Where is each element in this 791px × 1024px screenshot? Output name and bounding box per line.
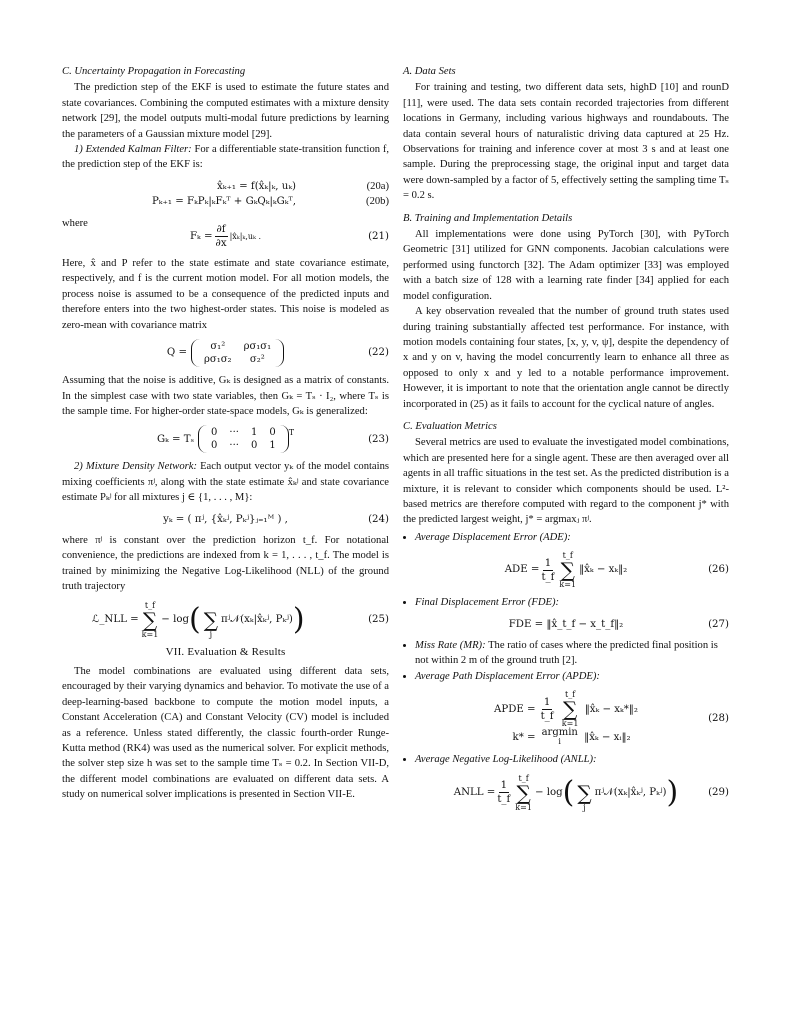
matrix-cell: 0	[211, 427, 218, 439]
eq-body: FDE = ‖x̂_t_f − x_t_f‖₂	[508, 618, 624, 630]
equation-20a: x̂ₖ₊₁ = f(x̂ₖ|ₖ, uₖ)	[217, 180, 297, 192]
equation-number: (23)	[368, 433, 389, 445]
argmin-operator	[542, 728, 578, 746]
equation-28	[403, 690, 729, 746]
paragraph: For training and testing, two different data sets, highD [10] and rounD [11], were used. The data sets contain recorded trajectories from different locations in Germany, including various highways and roundabouts. The data contain several hours of naturalistic driving data captured at 25 Hz. Observations for training and inference cover at most 3 s and at least one sample. During the preprocessing stage, the original input and target data were down-sampled by a factor of 5, effectively setting the sampling time Tₛ = 0.2 s.	[403, 82, 729, 202]
matrix	[191, 339, 284, 367]
section-title-training: B. Training and Implementation Details	[403, 212, 573, 224]
equation-20b: Pₖ₊₁ = FₖPₖ|ₖFₖᵀ + GₖQₖ|ₖGₖᵀ,	[151, 196, 297, 208]
paragraph: where πʲ is constant over the prediction horizon t_f. For notational convenience, the predictions are indexed from k = 1, . . . , t_f. The model is trained by minimizing the Negative Log-Likelihood (NLL) of the ground truth trajectory	[62, 534, 389, 593]
equation-22	[62, 339, 389, 367]
evaluation-bar: |x̂ₖ|ₖ,uₖ .	[229, 231, 262, 241]
denominator: t_f	[540, 710, 554, 722]
section-title-metrics: C. Evaluation Metrics	[403, 420, 497, 432]
matrix-cell: 1	[269, 440, 276, 452]
matrix-cell: 0	[211, 440, 218, 452]
transpose-mark: T	[288, 428, 295, 438]
denominator: t_f	[541, 571, 555, 583]
paragraph: The prediction step of the EKF is used to estimate the future states and state covariances. Combining the computed estimates with a mixture density network [29], the model outputs multi-modal future predictions by learning the parameters of a Gaussian mixture model [29].	[62, 82, 389, 140]
equation-number: (27)	[708, 618, 729, 630]
matrix-cell: ρσ₁σ₂	[204, 354, 232, 366]
section-heading-evaluation: VII. Evaluation & Results	[165, 645, 286, 658]
sum-upper: t_f	[562, 551, 573, 561]
eq-rhs: ‖x̂ₖ − xₖ*‖₂	[584, 704, 638, 716]
numerator: 1	[500, 780, 508, 792]
summation: t_f ∑ k=1	[141, 600, 159, 639]
operator-subscript: i	[558, 737, 561, 747]
fraction	[497, 779, 510, 806]
sum-upper: t_f	[518, 773, 529, 783]
equation-number: (21)	[368, 230, 389, 242]
metrics-list	[403, 595, 729, 610]
denominator: ∂x	[215, 238, 227, 250]
paragraph: Assuming that the noise is additive, Gₖ is designed as a matrix of constants. In the simplest case with two state variables, then Gₖ = Tₛ · I₂, where Tₛ is the sample time. For higher-order state-space models, Gₖ is generalized:	[62, 375, 389, 417]
paragraph: The model combinations are evaluated using different data sets, encouraged by their varying dynamics and behavior. To motivate the use of a deep-learning-based backbone to compute the motion model inputs, a Constant Acceleration (CA) and Constant Velocity (CV) model is included as a reference. Unless stated differently, the classic fourth-order Runge-Kutta method (RK4) was used as the numerical solver. For explicit methods, the solver step size h was set to the sample time Tₛ = 0.2. In Section VII-D, the different model combinations are evaluated on different data sets. A study on numerical solver implications is presented in Section VII-E.	[62, 665, 389, 801]
summation: t_f ∑ k=1	[515, 773, 532, 812]
subsection-title-mdn: 2) Mixture Density Network:	[74, 461, 197, 473]
equation-21	[62, 223, 389, 250]
subsection-text: Each output vector yₖ of the model contains mixing coefficients πʲ, along with the state estimate x̂ₖʲ and state covariance estimate Pₖʲ for all mixtures j ∈ {1, . . . , M}:	[62, 461, 390, 504]
eq-lhs: k* =	[512, 731, 536, 743]
numerator: 1	[544, 557, 552, 569]
sum-upper: t_f	[565, 690, 576, 700]
list-item: • Average Displacement Error (ADE):	[415, 530, 729, 545]
summation: t_f ∑ k=1	[561, 690, 579, 729]
sum-lower: k=1	[141, 629, 159, 639]
equation-23	[62, 425, 389, 453]
summation: t_f ∑ k=1	[559, 551, 577, 590]
paragraph	[62, 142, 389, 173]
fraction	[541, 557, 554, 584]
section-title-uncertainty: C. Uncertainty Propagation in Forecasting	[62, 66, 246, 77]
eq-lhs: ANLL =	[453, 786, 496, 798]
metrics-list	[403, 530, 729, 545]
equation-25: ℒ_NLL = t_f ∑ k=1 − log ( ∑ j πʲ𝒩(xₖ|x̂ₖʲ, Pₖʲ) ) (25)	[92, 600, 389, 639]
equation-number: (20a)	[366, 180, 389, 192]
equation-number: (25)	[368, 613, 389, 625]
eq-inner: πʲ𝒩(xₖ|x̂ₖʲ, Pₖʲ)	[594, 786, 667, 798]
summation: ∑ j	[577, 780, 592, 812]
list-item-text: The ratio of cases where the predicted final position is not within 2 m of the ground truth [2].	[415, 640, 718, 667]
eq-rhs: ‖x̂ₖ − xₖ‖₂	[579, 564, 628, 576]
matrix-cell: 0	[250, 440, 258, 452]
eq-lhs: ℒ_NLL =	[92, 613, 139, 625]
left-column	[62, 64, 389, 803]
sum-lower: k=1	[561, 719, 579, 729]
section-title-datasets: A. Data Sets	[403, 66, 456, 77]
partial-derivative	[215, 223, 228, 250]
sum-upper: t_f	[144, 600, 156, 610]
eq-body: yₖ = ( πʲ, {x̂ₖʲ, Pₖʲ}ⱼ₌₁ᴹ ) ,	[163, 513, 288, 525]
list-item-label: Miss Rate (MR):	[415, 640, 486, 651]
paragraph: Several metrics are used to evaluate the investigated model combinations, which are presented here for a single agent. These are then averaged over all agents in all traffic situations in the test set. As the predicted distribution is a mixture, it is relevant to consider which components should be used. L²-based metrics are therefore computed with regard to the component j* with the predicted largest weight, j* = argmaxⱼ πʲ.	[403, 437, 729, 526]
matrix-cell: ···	[229, 440, 239, 452]
eq-lhs: ADE =	[504, 564, 540, 576]
paragraph: Here, x̂ and P refer to the state estimate and state covariance estimate, respectively, and f is the current motion model. For all motion models, the process noise is assumed to be a consequence of the predicted inputs and therefore enters into the two highest-order states. This noise is modeled as zero-mean with covariance matrix	[62, 258, 389, 331]
matrix-cell: ρσ₁σ₁	[243, 341, 272, 353]
list-item: • Average Path Displacement Error (APDE):	[415, 669, 729, 684]
eq-lhs: APDE =	[493, 703, 536, 715]
eq-lhs: Q =	[166, 347, 187, 359]
summation: ∑ j	[203, 607, 218, 639]
equation-29: ANLL = $\frac{1}{t\_f}$ t_f ∑ k=1 − log ( ∑ j πʲ𝒩(xₖ|x̂ₖʲ, Pₖʲ) ) (29)	[453, 773, 729, 812]
subsection-text: For a differentiable state-transition function f, the prediction step of the EKF is:	[62, 144, 389, 171]
matrix-cell: 0	[269, 427, 276, 439]
numerator: ∂f	[216, 224, 226, 236]
denominator: t_f	[497, 794, 511, 806]
eq-log: − log	[161, 613, 189, 625]
equation-number: (22)	[368, 347, 389, 359]
metrics-list	[403, 752, 729, 767]
subsection-title-ekf: 1) Extended Kalman Filter:	[74, 144, 192, 156]
eq-log: − log	[534, 786, 563, 798]
eq-inner: πʲ𝒩(xₖ|x̂ₖʲ, Pₖʲ)	[220, 613, 293, 625]
paragraph	[62, 459, 389, 505]
matrix-cell: 1	[250, 427, 258, 439]
operator: argmin	[541, 727, 578, 739]
sum-lower: j	[583, 802, 586, 812]
equation-20	[62, 179, 389, 210]
equation-number: (28)	[708, 712, 729, 724]
matrix-cell: σ₁²	[210, 341, 226, 353]
equation-number: (20b)	[366, 195, 389, 207]
paragraph: A key observation revealed that the number of ground truth states used during training substantially affected test performance. For instance, with motion models containing four states, [x, y, v, ψ], despite the dependency of x and y on v, having the model concurrently learn to enhance all three as opposed to only x and y led to a notable performance improvement. However, it is important to note that the orientation angle cannot be directly incorporated in (25) as it fails to account for the cyclical nature of angles.	[403, 306, 729, 410]
paragraph: All implementations were done using PyTorch [30], with PyTorch Geometric [31] utilized for GNN components. Jacobian calculations were performed using functorch [32]. The Adam optimizer [33] was employed with a batch size of 128 with a learning rate finder [34] applied for each model configuration.	[403, 229, 729, 302]
matrix	[198, 425, 289, 453]
equation-number: (29)	[708, 786, 729, 798]
equation-27	[403, 617, 729, 632]
equation-26	[403, 551, 729, 589]
sum-lower: j	[209, 629, 213, 639]
eq-rhs: ‖x̂ₖ − xᵢ‖₂	[584, 732, 631, 744]
equation-number: (26)	[708, 564, 729, 576]
numerator: 1	[543, 696, 551, 708]
list-item: • Final Displacement Error (FDE):	[415, 595, 729, 610]
matrix-cell: σ₂²	[249, 354, 265, 366]
eq-lhs: Gₖ = Tₛ	[156, 433, 195, 445]
metrics-list	[403, 638, 729, 684]
equation-24	[62, 512, 389, 527]
equation-number: (24)	[368, 513, 389, 525]
eq-lhs: Fₖ =	[189, 230, 213, 242]
list-item: • Average Negative Log-Likelihood (ANLL):	[415, 752, 729, 767]
right-column	[403, 64, 729, 818]
sum-lower: k=1	[559, 580, 577, 590]
sum-lower: k=1	[515, 802, 532, 812]
fraction	[541, 696, 554, 723]
list-item	[415, 638, 729, 669]
paragraph: where	[62, 217, 88, 229]
matrix-cell: ···	[229, 427, 239, 439]
